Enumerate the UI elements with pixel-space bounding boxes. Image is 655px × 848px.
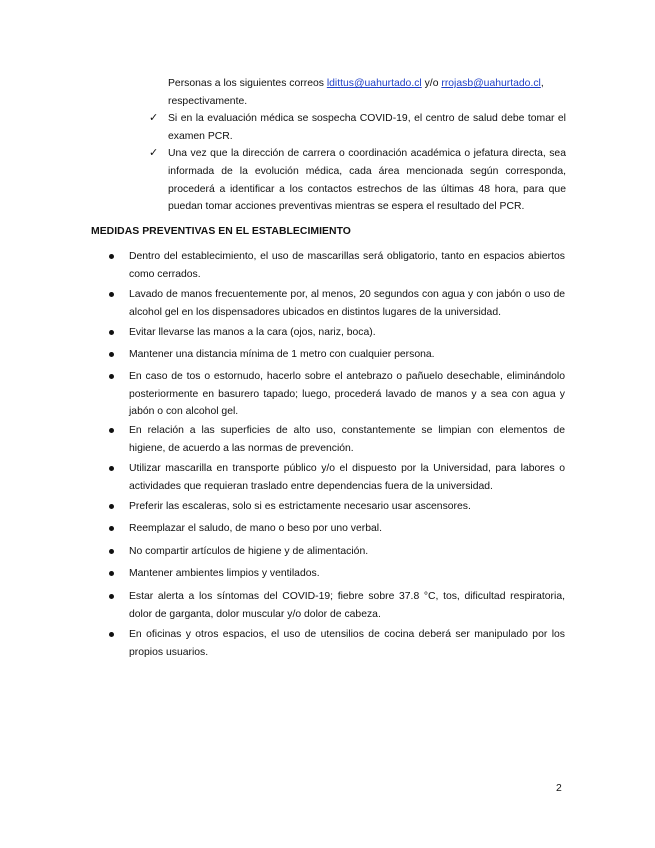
bullet-text: Estar alerta a los síntomas del COVID-19; fiebre sobre 37.8 °C, tos, dificultad respiratoria, dolor de garganta, dolor muscular y/o dolor de cabeza. — [129, 591, 565, 620]
bullet-item — [129, 498, 565, 516]
email-line-suffix: , — [540, 78, 544, 89]
bullet-dot-icon — [109, 526, 114, 531]
bullet-text: Mantener ambientes limpios y ventilados. — [129, 568, 320, 579]
bullet-dot-icon — [109, 292, 114, 297]
bullet-item — [129, 368, 565, 421]
bullet-item — [129, 520, 565, 538]
bullet-text: No compartir artículos de higiene y de alimentación. — [129, 546, 369, 557]
bullet-dot-icon — [109, 330, 114, 335]
continuation-block — [149, 75, 566, 216]
bullet-dot-icon — [109, 254, 114, 259]
email-line-mid: y/o — [421, 78, 442, 89]
bullet-dot-icon — [109, 466, 114, 471]
check-item-contacts — [149, 145, 566, 215]
bullet-text: Mantener una distancia mínima de 1 metro con cualquier persona. — [129, 349, 435, 360]
check-item-text: Una vez que la dirección de carrera o coordinación académica o jefatura directa, sea informada de la evolución médica, cada área mencionada según corresponda, procederá a identificar a los contactos estrechos de las últimas 48 hora, para que puedan tomar acciones preventivas mientras se espera el resultado del PCR. — [168, 148, 566, 213]
email-link-rrojasb[interactable]: rrojasb@uahurtado.cl — [441, 78, 541, 89]
page-number: 2 — [556, 783, 562, 794]
bullet-dot-icon — [109, 374, 114, 379]
bullet-item — [129, 543, 565, 561]
check-item-pcr — [149, 110, 566, 145]
email-line-continuation: respectivamente. — [168, 95, 248, 107]
bullet-dot-icon — [109, 549, 114, 554]
bullet-item — [129, 626, 565, 661]
bullet-text: Lavado de manos frecuentemente por, al menos, 20 segundos con agua y con jabón o uso de alcohol gel en los dispensadores ubicados en distintos lugares de la universidad. — [129, 289, 565, 318]
bullet-dot-icon — [109, 428, 114, 433]
bullet-item — [129, 460, 565, 495]
section-heading: MEDIDAS PREVENTIVAS EN EL ESTABLECIMIENTO — [91, 226, 351, 237]
bullet-dot-icon — [109, 352, 114, 357]
bullet-item — [129, 324, 565, 342]
bullet-text: En relación a las superficies de alto uso, constantemente se limpian con elementos de higiene, de acuerdo a las normas de prevención. — [129, 425, 565, 454]
bullet-item — [129, 588, 565, 623]
bullet-dot-icon — [109, 632, 114, 637]
bullet-text: Dentro del establecimiento, el uso de mascarillas será obligatorio, tanto en espacios abiertos como cerrados. — [129, 251, 565, 280]
bullet-text: Reemplazar el saludo, de mano o beso por uno verbal. — [129, 523, 382, 534]
bullet-dot-icon — [109, 571, 114, 576]
bullet-text: En caso de tos o estornudo, hacerlo sobre el antebrazo o pañuelo desechable, eliminándolo posteriormente en basurero tapado; luego, procederá lavado de manos y a sea con agua y jabón o con alcohol gel. — [129, 371, 565, 418]
email-link-ldittus[interactable]: ldittus@uahurtado.cl — [326, 78, 422, 89]
bullet-item — [129, 422, 565, 457]
bullet-dot-icon — [109, 594, 114, 599]
bullet-item — [129, 248, 565, 283]
bullet-text: Preferir las escaleras, solo si es estrictamente necesario usar ascensores. — [129, 501, 471, 512]
check-item-text: Si en la evaluación médica se sospecha COVID-19, el centro de salud debe tomar el examen PCR. — [168, 113, 566, 142]
bullet-text: En oficinas y otros espacios, el uso de utensilios de cocina deberá ser manipulado por los propios usuarios. — [129, 629, 565, 658]
email-line — [168, 75, 566, 93]
bullet-text: Utilizar mascarilla en transporte público y/o el dispuesto por la Universidad, para labores o actividades que requieran traslado entre dependencias fuera de la universidad. — [129, 463, 565, 492]
checkmark-icon: ✓ — [149, 147, 159, 160]
bullet-item — [129, 286, 565, 321]
bullet-text: Evitar llevarse las manos a la cara (ojos, nariz, boca). — [129, 327, 376, 338]
checkmark-icon: ✓ — [149, 112, 159, 125]
bullet-dot-icon — [109, 504, 114, 509]
bullet-item — [129, 565, 565, 583]
bullet-item — [129, 346, 565, 364]
email-line-prefix: Personas a los siguientes correos — [168, 78, 327, 89]
